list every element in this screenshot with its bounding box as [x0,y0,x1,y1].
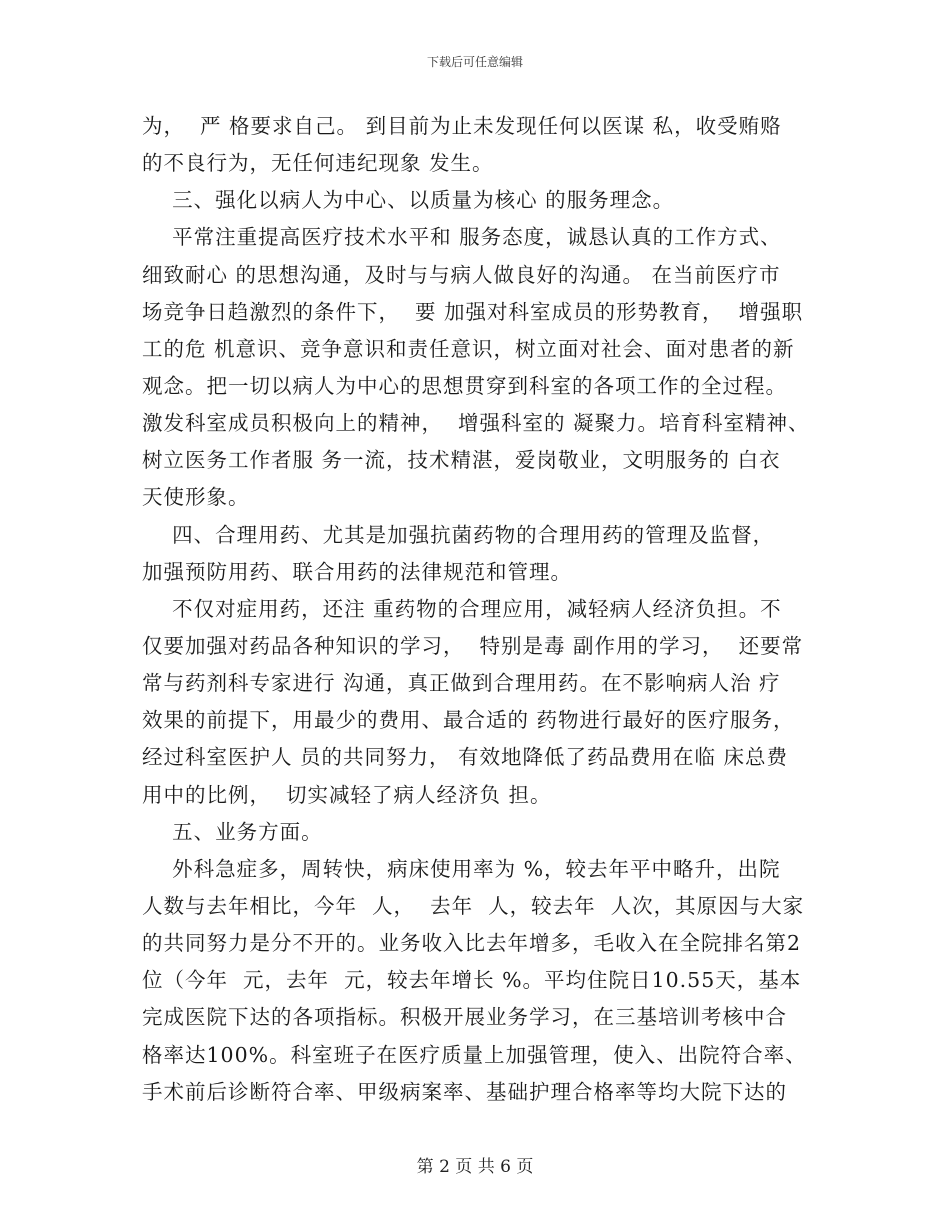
page-header: 下载后可任意编辑 [426,55,523,69]
text-line: 为， 严 格要求自己。 到目前为止未发现任何以医谋 私，收受贿赂 [142,114,782,138]
text-line: 效果的前提下，用最少的费用、最合适的 药物进行最好的医疗服务， [142,708,795,733]
text-line: 外科急症多，周转快，病床使用率为 %，较去年平中略升，出院 [142,856,781,881]
text-line: 树立医务工作者服 务一流，技术精湛，爱岗敬业，文明服务的 白衣 [142,448,781,473]
section-heading: 三、强化以病人为中心、以质量为核心 的服务理念。 [142,188,675,213]
text-line: 仅要加强对药品各种知识的学习， 特别是毒 副作用的学习， 还要常 [142,633,804,658]
text-line: 完成医院下达的各项指标。积极开展业务学习，在三基培训考核中合 [142,1005,787,1030]
text-line: 观念。把一切以病人为中心的思想贯穿到科室的各项工作的全过程。 [142,373,787,398]
text-line: 天使形象。 [142,485,250,510]
text-line: 激发科室成员积极向上的精神， 增强科室的 凝聚力。培育科室精神、 [142,411,810,436]
text-line: 不仅对症用药，还注 重药物的合理应用，减轻病人经济负担。不 [142,596,782,621]
page-number-footer: 第 2 页 共 6 页 [416,1157,534,1177]
text-line: 人数与去年相比，今年 人， 去年 人，较去年 人次，其原因与大家 [142,893,805,918]
text-line: 用中的比例， 切实减轻了病人经济负 担。 [142,782,552,807]
text-line: 细致耐心 的思想沟通，及时与与病人做良好的沟通。 在当前医疗市 [142,262,781,287]
text-line: 位（今年 元，去年 元，较去年增长 %。平均住院日10.55天，基本 [142,968,802,993]
text-line: 经过科室医护人 员的共同努力， 有效地降低了药品费用在临 床总费 [142,745,789,770]
text-line: 手术前后诊断符合率、甲级病案率、基础护理合格率等均大院下达的 [142,1079,787,1104]
text-line: 场竞争日趋激烈的条件下， 要 加强对科室成员的形势教育， 增强职 [142,299,804,324]
text-line: 平常注重提高医疗技术水平和 服务态度，诚恳认真的工作方式、 [142,225,782,250]
text-line: 常与药剂科专家进行 沟通，真正做到合理用药。在不影响病人治 疗 [142,671,781,696]
section-heading: 五、业务方面。 [142,819,323,844]
document-body [142,108,810,1111]
text-line: 工的危 机意识、竞争意识和责任意识，树立面对社会、面对患者的新 [142,336,795,361]
text-line: 加强预防用药、联合用药的法律规范和管理。 [142,559,572,584]
section-heading: 四、合理用药、尤其是加强抗菌药物的合理用药的管理及监督， [142,522,775,547]
text-line: 的共同努力是分不开的。业务收入比去年增多，毛收入在全院排名第2 [142,931,802,956]
text-line: 的不良行为，无任何违纪现象 发生。 [142,151,494,176]
text-line: 格率达100%。科室班子在医疗质量上加强管理，使入、出院符合率、 [142,1042,807,1067]
